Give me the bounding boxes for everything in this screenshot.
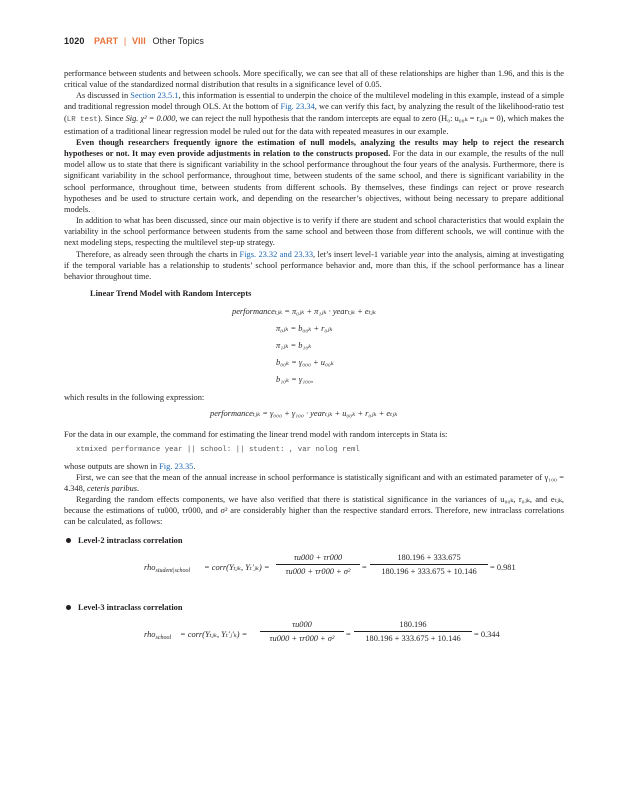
header-separator: | (123, 36, 127, 46)
paragraph-1: performance between students and between schools. More specifically, we can see that all of these relationships are higher than 1.96, and this is the critical value of the standardized normal distribution that results in a significance level of 0.05. (64, 69, 564, 90)
lr-test-code: LR test (66, 115, 98, 124)
model-equations (64, 306, 564, 391)
stata-intro-text: For the data in our example, the command for estimating the linear trend model with random intercepts in Stata is: (64, 430, 448, 440)
icc2-rho-subscript: student|school (155, 567, 191, 574)
paragraph-7: Regarding the random effects components, we have also verified that there is statistical significance in the variances of u₀₀ₖ, r₀ⱼₖ, and eₜⱼₖ, because the estimations of τu000, τr000, and σ² are considerably higher than the respective standard errors. Therefore, new intraclass correlations can be calculated, as follows: (64, 495, 564, 527)
paragraph-2: As discussed in Section 23.5.1, this information is essential to underpin the choice of the multilevel modeling in this example, instead of a simple and traditional regression model through OLS. At the bottom of Fig. 23.34, we can verify this fact, by analyzing the result of the likelihood-ratio test (LR test). Since Sig. χ² = 0.000, we can reject the null hypothesis that the random intercepts are equal to zero (H₀: u₀₀ₖ = r₀ⱼₖ = 0), which makes the estimation of a traditional linear regression model be ruled out for the data with repeated measures in our example. (64, 91, 564, 136)
sig-chi-square: Sig. χ² = 0.000 (125, 113, 176, 123)
icc2-result: = 0.981 (490, 562, 516, 572)
equation-pi0: π₀ⱼₖ = b₀₀ₖ + r₀ⱼₖ (276, 324, 333, 334)
icc2-rho: rho (144, 562, 156, 572)
icc3-rho-subscript: school (155, 634, 172, 641)
bullet-level2-icc: Level-2 intraclass correlation (64, 535, 564, 546)
outputs-text: whose outputs are shown in Fig. 23.35. (64, 461, 196, 471)
equation-pi1: π₁ⱼₖ = b₁₀ₖ (276, 341, 312, 351)
icc3-rho: rho (144, 629, 156, 639)
icc2-symbolic-fraction: $\frac{\tau u000 + \tau r000}{\text{τu000 + τr000 + σ²}}$ (276, 552, 360, 577)
equation-level1: performanceₜⱼₖ = π₀ⱼₖ + π₁ⱼₖ · yearₜⱼₖ + eₜⱼₖ (232, 307, 376, 317)
icc-level3-equation: rho$_{school}$ = corr(Yₜⱼₖ, Yₜ′ⱼ′ₖ) = $\frac{\tau u000}{\text{τu000 + τr000 + σ²}}$ = $\frac{180.196}{180.196 + 333.675 + 10.146}$ = 0.344 (144, 619, 500, 643)
section-link[interactable]: Section 23.5.1 (130, 91, 179, 101)
paragraph-4: In addition to what has been discussed, since our main objective is to verify if there are student and school characteristics that would explain the variability in the school performance between students from the same school and between those from different schools, we will continue with the next modeling steps, respecting the multilevel step-up strategy. (64, 216, 564, 248)
equation-combined: performanceₜⱼₖ = γ₀₀₀ + γ₁₀₀ · yearₜⱼₖ + u₀₀ₖ + r₀ⱼₖ + eₜⱼₖ (210, 409, 398, 419)
figure-link-23-35[interactable]: Fig. 23.35 (159, 461, 194, 471)
icc-level2-equation: rho$_{student|school}$ = corr(Yₜⱼₖ, Yₜ′ⱼₖ) = $\frac{\tau u000 + \tau r000}{\text{τu000 + τr000 + σ²}}$ = $\frac{180.196 + 333.675}{180.196 + 333.675 + 10.146}$ = 0.981 (144, 552, 516, 576)
icc3-corr: = corr(Yₜⱼₖ, Yₜ′ⱼ′ₖ) = (180, 629, 248, 639)
page-body (64, 68, 564, 651)
stata-command: xtmixed performance year || school: || student: , var nolog reml (76, 446, 360, 455)
page-number: 1020 (64, 36, 85, 46)
icc2-numeric-fraction: $\frac{180.196 + 333.675}{180.196 + 333.675 + 10.146}$ (370, 552, 488, 577)
part-number: VIII (131, 36, 146, 46)
equation-b10: b₁₀ₖ = γ₁₀₀, (276, 375, 314, 385)
running-header (64, 36, 204, 46)
part-label: PART (94, 36, 119, 46)
part-title: Other Topics (152, 36, 205, 46)
icc3-result: = 0.344 (474, 629, 500, 639)
figure-link-23-34[interactable]: Fig. 23.34 (280, 102, 315, 112)
paragraph-6: First, we can see that the mean of the annual increase in school performance is statistically significant and with an estimated parameter of γ₁₀₀ = 4.348, ceteris paribus. (64, 472, 564, 493)
icc2-corr: = corr(Yₜⱼₖ, Yₜ′ⱼₖ) = (204, 562, 270, 572)
icc3-numeric-fraction: $\frac{180.196}{180.196 + 333.675 + 10.146}$ (354, 619, 472, 644)
equation-b00: b₀₀ₖ = γ₀₀₀ + u₀₀ₖ (276, 358, 334, 368)
figures-link-23-32-33[interactable]: Figs. 23.32 and 23.33 (239, 249, 314, 259)
bold-statement: Even though researchers frequently ignore the estimation of null models, analyzing the results may help to reject the research hypotheses or not. It may even provide adjustments in relation to the constructs proposed. (64, 137, 564, 159)
icc3-symbolic-fraction: $\frac{\tau u000}{\text{τu000 + τr000 + σ²}}$ (260, 619, 344, 644)
model-subheading: Linear Trend Model with Random Intercepts (90, 288, 252, 298)
paragraph-3: Even though researchers frequently ignore the estimation of null models, analyzing the results may help to reject the research hypotheses or not. It may even provide adjustments in relation to the constructs proposed. For the data in our example, the results of the null model allow us to state that there is significant variability in the school performance throughout the four years of the analysis. Furthermore, there is significant variability in the school performance, throughout time, between students of the same school, and there is significant variability in the school performance, throughout time, between students from different schools. By themselves, these findings can reject or prove research hypotheses and be used to structure certain work, and depending on the researcher’s objectives, without being necessary to prepare additional models. (64, 137, 564, 214)
which-results-text: which results in the following expression: (64, 393, 205, 403)
bullet-level3-icc: Level-3 intraclass correlation (64, 602, 564, 613)
paragraph-5: Therefore, as already seen through the charts in Figs. 23.32 and 23.33, let’s insert level-1 variable year into the analysis, aiming at investigating if the temporal variable has a relationship to students’ school performance behavior and, more than this, if the school performance has a linear behavior throughout time. (64, 249, 564, 281)
